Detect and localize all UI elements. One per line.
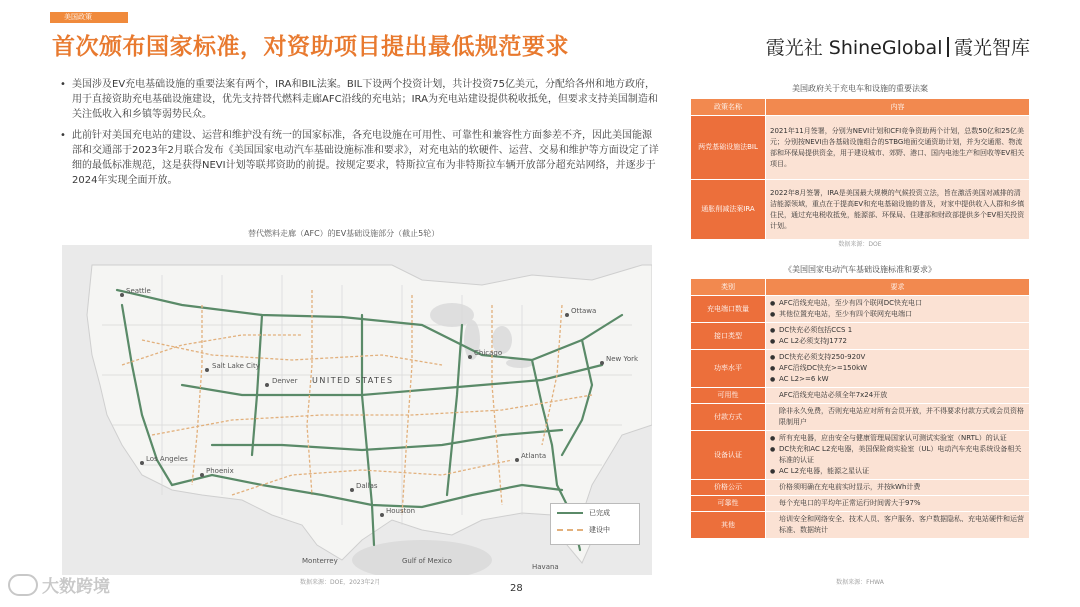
city-label-phoenix: Phoenix [206, 467, 234, 475]
policy-table [690, 98, 1030, 240]
requirement-cell [766, 496, 1030, 512]
requirement-item: ● DC快充和AC L2充电器，美国保险商实验室（UL）电动汽车充电系统设备相关标准的认证 [770, 444, 1025, 466]
table-header: 政策名称 [691, 99, 766, 116]
requirement-item: ● AFC沿线充电站，至少有四个联网DC快充电口 [770, 298, 1025, 309]
watermark-logo-icon [8, 574, 38, 596]
table-header: 内容 [766, 99, 1030, 116]
table-row [691, 180, 1030, 240]
requirement-item: 培训安全和网络安全、技术人员、客户服务、客户数据隐私、充电站硬件和运营标准、数据统计 [779, 515, 1024, 534]
table-header-row [691, 279, 1030, 296]
watermark [8, 572, 110, 597]
bullet-item: • 美国涉及EV充电基础设施的重要法案有两个，IRA和BIL法案。BIL下设两个投资计划，共计投资75亿美元，分配给各州和地方政府，用于直接资助充电基础设施建设，优先支持替代燃料走廊AFC沿线的充电站；IRA为充电站建设提供税收抵免，但要求支持美国制造和关注低收入和乡镇等弱势民众。 [60, 77, 660, 122]
city-label-gulf: Gulf of Mexico [402, 557, 452, 565]
category-cell: 价格公示 [691, 480, 766, 496]
table-row [691, 296, 1030, 323]
requirement-cell [766, 323, 1030, 350]
corridor-map [62, 245, 652, 575]
map-legend [550, 503, 640, 545]
bullet-item: • 此前针对美国充电站的建设、运营和维护没有统一的国家标准，各充电设施在可用性、可靠性和兼容性方面参差不齐，因此美国能源部和交通部于2023年2月联合发布《美国国家电动汽车基础设施标准和要求》，对充电站的软硬件、运营、交易和维护等方面设定了详细的最低标准规范，这是获得NEVI计划等联邦资助的前提。按规定要求，特斯拉宣布为非特斯拉车辆开放部分超充站网络，并逐步于2024年实现全面开放。 [60, 128, 660, 188]
category-cell: 设备认证 [691, 431, 766, 480]
requirement-item: ● AC L2充电器，能源之星认证 [770, 466, 1025, 477]
category-cell: 充电端口数量 [691, 296, 766, 323]
brand-name: 霞光社 ShineGlobal [765, 37, 943, 59]
legend-line-completed [557, 512, 583, 514]
city-label-atlanta: Atlanta [521, 452, 547, 460]
legend-item-completed [551, 504, 639, 521]
category-cell: 其他 [691, 512, 766, 539]
lake-superior [430, 303, 474, 327]
requirement-item: AFC沿线充电站必须全年7x24开放 [779, 391, 888, 399]
requirement-cell [766, 512, 1030, 539]
category-cell: 可靠性 [691, 496, 766, 512]
country-label: UNITED STATES [312, 376, 394, 385]
requirement-item: ● AC L2必须支持J1772 [770, 336, 1025, 347]
city-label-la: Los Angeles [146, 455, 188, 463]
policy-name: 通胀削减法案IRA [691, 180, 766, 240]
brand-sub: 霞光智库 [953, 37, 1030, 59]
city-label-ottawa: Ottawa [571, 307, 597, 315]
requirement-item: 价格须明确在充电前实时显示，并按kWh计费 [779, 483, 921, 491]
bullet-list [60, 77, 660, 194]
requirement-item: ● 所有充电器，应由安全与健康管理局国家认可测试实验室（NRTL）的认证 [770, 433, 1025, 444]
legend-label-pending: 建设中 [589, 525, 610, 534]
requirement-cell [766, 296, 1030, 323]
page-number: 28 [510, 583, 523, 594]
standards-table-body [691, 296, 1030, 539]
requirement-item: ● 其他位置充电站，至少有四个联网充电端口 [770, 309, 1025, 320]
requirement-cell [766, 388, 1030, 404]
table-row [691, 431, 1030, 480]
requirement-item: ● AC L2>=6 kW [770, 374, 1025, 385]
requirement-item: ● DC快充必须支持250-920V [770, 352, 1025, 363]
requirement-cell [766, 404, 1030, 431]
page-title: 首次颁布国家标准，对资助项目提出最低规范要求 [52, 34, 569, 60]
map-source: 数据来源：DOE，2023年2月 [300, 579, 381, 586]
table-row [691, 496, 1030, 512]
legend-item-pending [551, 521, 639, 538]
city-label-monterrey: Monterrey [302, 557, 338, 565]
city-label-dallas: Dallas [356, 482, 378, 490]
table1-title: 美国政府关于充电车和设施的重要法案 [792, 84, 928, 93]
policy-content: 2021年11月签署，分别为NEVI计划和CFI竞争资助两个计划，总数50亿和25亿美元；分别按NEVI由各基础设施组合的STBG地面交通资助计划，并为交通需、物流部和环保局提供资金，用于建设城市、郊野、港口、国内电池生产和回收等EV相关项目。 [766, 116, 1030, 180]
table-header: 要求 [766, 279, 1030, 296]
policy-name: 两党基础设施法BIL [691, 116, 766, 180]
table-header: 类别 [691, 279, 766, 296]
requirement-item: 每个充电口的平均年正常运行时间需大于97% [779, 499, 921, 507]
table-row [691, 388, 1030, 404]
table2-title: 《美国国家电动汽车基础设施标准和要求》 [784, 265, 936, 274]
city-label-seattle: Seattle [126, 287, 151, 295]
city-label-havana: Havana [532, 563, 559, 571]
table-row [691, 480, 1030, 496]
city-label-ny: New York [606, 355, 639, 363]
table-row [691, 323, 1030, 350]
watermark-text: 大数跨境 [42, 577, 110, 597]
legend-label-completed: 已完成 [589, 508, 610, 517]
requirement-cell [766, 350, 1030, 388]
section-tag: 美国政策 [50, 12, 128, 23]
table-header-row [691, 99, 1030, 116]
table-row [691, 404, 1030, 431]
city-label-slc: Salt Lake City [212, 362, 260, 370]
requirement-item: 除非永久免费，否则充电站应对所有会员开放，并不得要求付款方式或会员资格限制用户 [779, 407, 1024, 426]
table-row [691, 116, 1030, 180]
requirement-item: ● DC快充必须包括CCS 1 [770, 325, 1025, 336]
requirement-cell [766, 480, 1030, 496]
map-title: 替代燃料走廊（AFC）的EV基础设施部分（截止5轮） [248, 229, 440, 238]
brand-logo [766, 33, 1030, 60]
requirement-cell [766, 431, 1030, 480]
category-cell: 付款方式 [691, 404, 766, 431]
table1-source: 数据来源：DOE [838, 241, 882, 248]
table-row [691, 512, 1030, 539]
brand-divider [947, 37, 949, 57]
legend-line-pending [557, 529, 583, 531]
category-cell: 接口类型 [691, 323, 766, 350]
requirement-item: ● AFC沿线DC快充>=150kW [770, 363, 1025, 374]
city-label-chicago: Chicago [474, 349, 503, 357]
category-cell: 功率水平 [691, 350, 766, 388]
standards-table [690, 278, 1030, 539]
city-label-denver: Denver [272, 377, 298, 385]
table2-source: 数据来源：FHWA [836, 579, 884, 586]
policy-content: 2022年8月签署，IRA是美国最大规模的气候投资立法，旨在激活美国对减排的清洁能源领域，重点在于提高EV和充电基础设施的普及，对家中提供收入人群和乡镇住民，通过充电税收抵免，能源部、环保局、住建部和财政部提供多个EV相关投资计划。 [766, 180, 1030, 240]
category-cell: 可用性 [691, 388, 766, 404]
table-row [691, 350, 1030, 388]
city-label-houston: Houston [386, 507, 416, 515]
